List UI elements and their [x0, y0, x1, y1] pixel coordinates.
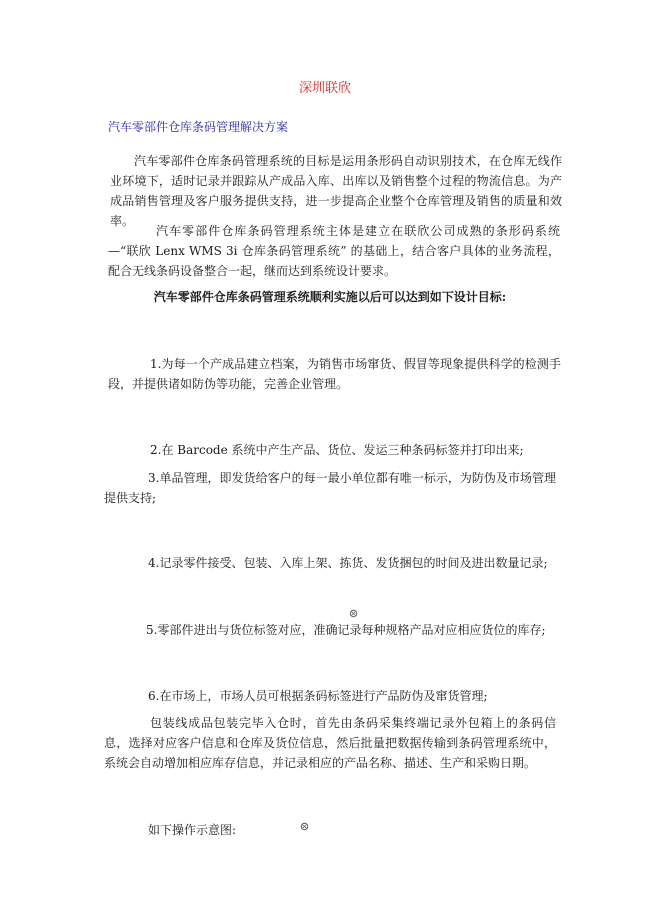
goal-item-1: 1.为每一个产成品建立档案，为销售市场窜货、假冒等现象提供科学的检测手段，并提供诸如防伪等功能，完善企业管理。: [108, 357, 561, 391]
packaging-paragraph: 包装线成品包装完毕入仓时，首先由条码采集终端记录外包箱上的条码信息，选择对应客户信息和仓库及货位信息，然后批量把数据传输到条码管理系统中，系统会自动增加相应库存信息，并记录相应的产品名称、描述、生产和采购日期。: [104, 716, 556, 770]
goal-item-4: 4.记录零件接受、包装、入库上架、拣货、发货捆包的时间及进出数量记录;: [148, 556, 548, 570]
goal-item-6: 6.在市场上，市场人员可根据条码标签进行产品防伪及窜货管理;: [148, 689, 488, 703]
goals-heading: 汽车零部件仓库条码管理系统顺利实施以后可以达到如下设计目标:: [153, 290, 507, 304]
intro-paragraph: 汽车零部件仓库条码管理系统的目标是运用条形码自动识别技术，在仓库无线作业环境下，适时记录并跟踪从产成品入库、出库以及销售整个过程的物流信息。为产成品销售管理及客户服务提供支持，进一步提高企业整个仓库管理及销售的质量和效率。: [110, 154, 562, 228]
anchor-mark-icon: [300, 822, 309, 831]
goal-item-2: 2.在 Barcode 系统中产生产品、货位、发运三种条码标签并打印出来;: [150, 443, 524, 457]
document-subtitle: 汽车零部件仓库条码管理解决方案: [108, 120, 289, 134]
diagram-caption: 如下操作示意图:: [148, 823, 237, 837]
anchor-mark-icon: [349, 609, 358, 618]
document-title: 深圳联欣: [298, 81, 351, 96]
goal-item-5: 5.零部件进出与货位标签对应，准确记录每种规格产品对应相应货位的库存;: [146, 623, 546, 637]
goal-item-3: 3.单品管理，即发货给客户的每一最小单位都有唯一标示，为防伪及市场管理提供支持;: [104, 471, 556, 505]
system-paragraph: 汽车零部件仓库条码管理系统主体是建立在联欣公司成熟的条形码系统 —“联欣 Lenx WMS 3i 仓库条码管理系统” 的基础上，结合客户具体的业务流程，配合无线条码设备整合一起，继而达到系统设计要求。: [108, 224, 560, 278]
